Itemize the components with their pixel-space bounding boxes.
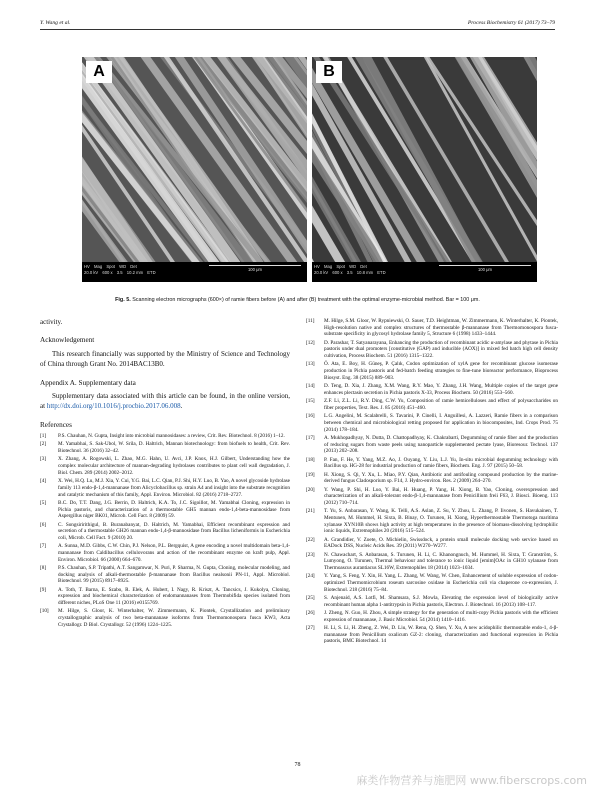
reference-item xyxy=(306,537,558,550)
appendix-paragraph xyxy=(40,391,290,411)
ack-paragraph: This research financially was supported by the Ministry of Science and Technology of China through Grant No. 2014BAC13B0. xyxy=(40,349,290,368)
reference-list-left xyxy=(40,433,290,628)
caption-label: Fig. 5. xyxy=(115,297,131,303)
reference-number: [6] xyxy=(40,521,47,528)
databar-field: Mag xyxy=(324,264,333,269)
reference-text[interactable]: Ö. Ata, E. Boy, H. Güneş, P. Çalık, Codon optimization of xylA gene for recombinant glucose isomerase production in Pichia pastoris and fed-batch feeding strategies to fine-tune bioreactor performance, Bioprocess Biosyst. Eng. 38 (2015) 889–903. xyxy=(324,361,558,381)
reference-text[interactable]: P.S. Chauhan, N. Gupta, Insight into microbial mannosidases: a review, Crit. Rev. Biotechnol. 8 (2016) 1–12. xyxy=(58,433,285,440)
reference-number: [11] xyxy=(306,318,315,324)
reference-item xyxy=(306,552,558,572)
reference-text[interactable]: H. Xiong, S. Qi, Y. Xu, L. Miao, P.Y. Qian, Antibiotic and antifouling compound production by the marine-derived fungus Cladosporium sp. F14, J. Hydro-environ. Res. 2 (2009) 264–270. xyxy=(324,471,558,485)
reference-item xyxy=(306,361,558,381)
databar-value: 10.8 mm xyxy=(356,270,374,275)
reference-text[interactable]: D. Parashar, T. Satyanarayana, Enhancing the production of recombinant acidic α-amylase and phytase in Pichia pastoris under dual promoters [constitutive (GAP) and inducible (AOX)] in mixed fed batch high cell density cultivation, Process Biochem. 51 (2016) 1315–1322. xyxy=(324,339,558,360)
databar-field: HV xyxy=(84,264,90,269)
databar-field: WD xyxy=(119,264,127,269)
reference-text[interactable]: A. Mukhopadhyay, N. Dutta, D. Chattopadhyay, K. Chakrabarti, Degumming of ramie fiber and the production of reducing sugars from waste peels using nanoparticle supplemented pectate lyase, Bioresour. Technol. 137 (2013) 202–208. xyxy=(324,434,558,455)
reference-item xyxy=(40,587,290,607)
reference-number: [18] xyxy=(306,456,315,463)
reference-item xyxy=(306,318,558,338)
reference-number: [17] xyxy=(306,434,315,441)
left-column xyxy=(40,318,290,630)
right-column xyxy=(306,318,558,647)
databar-value: 600 x xyxy=(102,270,113,275)
reference-item xyxy=(40,456,290,476)
reference-text[interactable]: M. Yamabhai, S. Sak-Ubol, W. Srila, D. Haltrich, Mannan biotechnology: from biofuels to health, Crit. Rev. Biotechnol. 36 (2016) 32–42. xyxy=(58,441,290,455)
reference-text[interactable]: M. Hilge, S. Gloor, K. Winterhalter, W. Zimmermann, K. Piontek, Crystallization and preliminary crystallographic analysis of two beta-mannanase isoforms from Thermomonospora fusca KW3, Acta Crystallogr. D Biol. Crystallogr. 52 (1996) 1224–1225. xyxy=(58,608,290,628)
appendix-heading: Appendix A. Supplementary data xyxy=(40,378,136,387)
reference-number: [23] xyxy=(306,551,315,558)
references-heading: References xyxy=(40,420,72,429)
reference-item xyxy=(40,608,290,628)
reference-number: [16] xyxy=(306,413,315,420)
ack-heading: Acknowledgement xyxy=(40,336,95,345)
scale-bar-a: 100 μm xyxy=(209,265,301,272)
databar-field: Spot xyxy=(106,264,115,269)
reference-item xyxy=(306,435,558,455)
reference-number: [1] xyxy=(40,433,47,440)
appendix-text-end: . xyxy=(180,401,183,410)
databar-value: 600 x xyxy=(332,270,343,275)
reference-text[interactable]: N. Chawachart, S. Anbarasan, S. Turunen, H. Li, C. Khanongnuch, M. Hummel, H. Sixta, T. Granström, S. Lumyong, O. Turunen, Thermal behaviour and tolerance to ionic liquid [emim]OAc in GH10 xylanase from Thermoascus aurantiacus SL16W, Extremophiles 18 (2014) 1023–1034. xyxy=(324,551,558,572)
figure-caption xyxy=(40,297,555,303)
watermark: 麻类作物营养与施肥网 www.fiberscrops.com xyxy=(356,774,587,787)
reference-number: [27] xyxy=(306,625,315,632)
databar-field: Det xyxy=(360,264,367,269)
reference-number: [26] xyxy=(306,610,315,617)
reference-text[interactable]: P. Fan, F. He, Y. Yang, M.Z. Ao, J. Ouyang, Y. Liu, L.J. Yu, In-situ microbial degumming technology with Bacillus sp. HG-28 for industrial production of ramie fibers, Biochem. Eng. J. 97 (2015) 50–58. xyxy=(324,456,558,470)
reference-text[interactable]: P.S. Chauhan, S.P. Tripathi, A.T. Sangamwar, N. Puri, P. Sharma, N. Gupta, Cloning, molecular modeling, and docking analysis of alkali-thermostable β-mannanase from Bacillus nealsonii PN-11, Appl. Microbiol. Biotechnol. 99 (2015) 8917–8925. xyxy=(58,565,290,585)
databar-value: 10.2 mm xyxy=(126,270,144,275)
sem-image-b xyxy=(312,57,537,262)
reference-text[interactable]: S. Anjenaid, A.S. Lotfi, M. Shamsara, S.J. Mowla, Elevating the expression level of biologically active recombinant human alpha 1-antitrypsin in Pichia pastoris, Electron. J. Biotechnol. 16 (2013) 108–117. xyxy=(324,595,558,608)
reference-text[interactable]: A. Toth, T. Barna, E. Szabo, R. Elek, A. Hubert, I. Nagy, R. Kriszt, A. Tancsics, J. Kukolya, Cloning, expression and biochemical characterization of endomannanases from Thermobifida species isolated from different niches, PLoS One 11 (2016) e0155769. xyxy=(58,586,290,607)
reference-text[interactable]: Y. Yang, S. Feng, Y. Xin, H. Yang, L. Zhang, W. Wang, W. Chen, Enhancement of soluble expression of codon-optimized Thermomicrobium roseum sarcosine oxidase in Escherichia coli via chaperone co-expression, J. Biotechnol. 218 (2016) 75–84. xyxy=(324,573,558,593)
reference-item xyxy=(306,340,558,360)
page-number: 78 xyxy=(294,762,301,768)
databar-field: Det xyxy=(130,264,137,269)
databar-value: 3.5 xyxy=(346,270,353,275)
databar-field: Spot xyxy=(336,264,345,269)
reference-item xyxy=(306,595,558,608)
databar-field: WD xyxy=(349,264,357,269)
reference-text[interactable]: L.G. Angelini, M. Scalabrelli, S. Tavarini, P. Cinelli, I. Anguillesi, A. Lazzeri, Ramie fibers in a comparison between chemical and microbiological retting proposed for application in biocomposites, Ind. Crops Prod. 75 (2014) 178–184. xyxy=(324,413,558,433)
databar-value: ETD xyxy=(147,270,156,275)
reference-item xyxy=(40,522,290,542)
reference-item xyxy=(306,472,558,485)
reference-number: [22] xyxy=(306,536,315,543)
reference-number: [2] xyxy=(40,441,47,448)
supplementary-doi-link[interactable]: http://dx.doi.org/10.1016/j.procbio.2017.06.008 xyxy=(46,401,181,410)
reference-text[interactable]: C. Songsiririthigul, B. Buranabanyat, D. Haltrich, M. Yamabhai, Efficient recombinant expression and secretion of a thermostable GH26 mannan endo-1,4-β-mannosidase from Bacillus licheniformis in Escherichia coli, Microb. Cell Fact. 9 (2010) 20. xyxy=(58,521,290,541)
reference-item xyxy=(306,625,558,645)
activity-tail: activity. xyxy=(40,318,63,326)
reference-item xyxy=(306,508,558,535)
reference-item xyxy=(40,441,290,454)
reference-item xyxy=(306,610,558,623)
databar-value: 3.5 xyxy=(116,270,123,275)
reference-number: [10] xyxy=(40,608,49,615)
figure-panel-b xyxy=(312,57,537,282)
reference-number: [19] xyxy=(306,471,315,478)
panel-label-a: A xyxy=(86,61,112,83)
reference-text[interactable]: X. Zhang, A. Rogowski, L. Zhao, M.G. Hahn, U. Avci, J.P. Knox, H.J. Gilbert, Understanding how the complex molecular architecture of mannan-degrading hydrolases contributes to plant cell wall degradation, J. Biol. Chem. 289 (2014) 2002–2012. xyxy=(58,456,290,476)
header-rule xyxy=(40,29,555,30)
reference-item xyxy=(306,398,558,411)
reference-number: [9] xyxy=(40,586,47,593)
figure-panel-a xyxy=(82,57,307,282)
reference-item xyxy=(306,413,558,433)
reference-text[interactable]: T. Yu, S. Anbarasan, Y. Wang, K. Telli, A.S. Aslan, Z. Su, Y. Zhou, L. Zhang, P. Iivonen, S. Havukainen, T. Mentunen, M. Hummel, H. Sixta, B. Binay, O. Turunen, H. Xiong, Hyperthermostable Thermotoga maritima xylanase XYN10B shows high activity at high temperatures in the presence of biomass-dissolving hydrophilic ionic liquids, Extremophiles 20 (2016) 515–524. xyxy=(324,508,558,535)
reference-number: [14] xyxy=(306,383,315,390)
reference-item xyxy=(40,500,290,520)
reference-text[interactable]: H. Li, S. Li, H. Zheng, Z. Wei, D. Liu, W. Rena, Q. Shen, Y. Xu, A new acidophilic thermostable endo-1, 4-β-mannanase from Penicillium oxalicum GZ-2: cloning, characterization and functional expression in Pichia pastoris, BMC Biotechnol. 14 xyxy=(324,625,558,645)
reference-item xyxy=(306,573,558,593)
reference-number: [25] xyxy=(306,595,315,602)
sem-image-a xyxy=(82,57,307,262)
reference-number: [21] xyxy=(306,508,315,515)
reference-list-right xyxy=(306,318,558,645)
databar-value: 20.0 kV xyxy=(314,270,329,275)
reference-text[interactable]: A. Grandidier, V. Zoete, O. Michielin, Swissdock, a protein small molecule docking web service based on EADock DSS, Nucleic Acids Res. 39 (2011) W270–W277. xyxy=(324,536,558,550)
databar-value: ETD xyxy=(377,270,386,275)
reference-number: [7] xyxy=(40,543,47,550)
reference-item xyxy=(40,478,290,498)
reference-number: [8] xyxy=(40,565,47,571)
reference-number: [5] xyxy=(40,499,47,506)
reference-number: [4] xyxy=(40,478,47,485)
reference-number: [13] xyxy=(306,361,315,368)
reference-text[interactable]: Y. Wang, P. Shi, H. Luo, Y. Bai, H. Huang, P. Yang, H. Xiong, B. Yao, Cloning, overexpression and characterization of an alkali-tolerant endo-β-1,4-mannanase from Penicillium freii F63, J. Biosci. Bioeng. 113 (2012) 710–714. xyxy=(324,486,558,506)
header-journal: Process Biochemistry 61 (2017) 73–79 xyxy=(467,20,555,26)
scale-bar-b: 100 μm xyxy=(439,265,531,272)
reference-item xyxy=(306,457,558,470)
sem-databar-b xyxy=(312,262,537,282)
reference-text[interactable]: Z.F. Li, Z.L. Li, R.Y. Ding, C.W. Yu, Composition of ramie hemicelluloses and effect of polysaccharides on fiber properties, Text. Res. J. 85 (2016) 451–460. xyxy=(324,398,558,411)
reference-number: [3] xyxy=(40,456,47,463)
reference-text[interactable]: B.C. Do, T.T. Dang, J.G. Berrin, D. Haltrich, K.A. To, J.C. Sigoillot, M. Yamabhai Cloning, expression in Pichia pastoris, and characterization of a thermostable GH5 mannan endo-1,4-beta-mannosidase from Aspergillus niger BK01, Microb. Cell Fact. 8 (2009) 59. xyxy=(58,499,290,520)
reference-text[interactable]: A. Sunna, M.D. Gibbs, C.W. Chin, P.J. Nelson, P.L. Bergquist, A gene encoding a novel multidomain beta-1,4-mannanase from Caldibacillus cellulovorans and action of the recombinant enzyme on kraft pulp, Appl. Environ. Microbiol. 66 (2000) 664–670. xyxy=(58,543,290,563)
reference-text[interactable]: J. Zheng, N. Guo, H. Zhou, A simple strategy for the generation of multi-copy Pichia pastoris with the efficient expression of mannanase, J. Basic Microbiol. 54 (2014) 1410–1416. xyxy=(324,610,558,623)
sem-databar-a xyxy=(82,262,307,282)
reference-item xyxy=(306,383,558,396)
databar-field: Mag xyxy=(94,264,103,269)
reference-text[interactable]: M. Hilge, S.M. Gloor, W. Rypniewski, O. Sauer, T.D. Heightman, W. Zimmermann, K. Winterhalter, K. Piontek, High-resolution native and complex structures of thermostable β-mannanase from Thermomonospora fusca-substrate specificity in glycosyl hydrolase family 5, Structure 6 (1998) 1433–1444. xyxy=(324,318,558,338)
reference-item xyxy=(306,487,558,507)
appendix-text: Supplementary data associated with this article can be found, in the online version, at xyxy=(40,391,290,410)
reference-item xyxy=(40,565,290,585)
databar-field: HV xyxy=(314,264,320,269)
reference-text[interactable]: X. Wei, H.Q. Lu, M.J. Xia, Y. Cui, Y.G. Bai, L.C. Qian, P.J. Shi, H.Y. Luo, B. Yao, A novel glycoside hydrolase family 113 endo-β-1,4-mannanase from Alicyclobacillus sp. strain A4 and insight into the substrate recognition and catalytic mechanism of this family, Appl. Environ. Microbiol. 82 (2016) 2718–2727. xyxy=(58,478,290,498)
reference-item xyxy=(40,543,290,563)
reference-number: [15] xyxy=(306,398,315,405)
reference-number: [20] xyxy=(306,486,315,493)
databar-value: 20.0 kV xyxy=(84,270,99,275)
reference-number: [24] xyxy=(306,573,315,580)
reference-item xyxy=(40,433,290,440)
panel-label-b: B xyxy=(316,61,342,83)
header-authors: Y. Wang et al. xyxy=(40,20,71,26)
caption-text: Scanning electron micrographs (600×) of ramie fibers before (A) and after (B) treatment with the optimal enzyme-microbial method. Bar = 100 μm. xyxy=(130,297,480,303)
reference-number: [12] xyxy=(306,339,315,346)
reference-text[interactable]: D. Teng, D. Xia, J. Zhang, X.M. Wang, R.Y. Mao, Y. Zhang, J.H. Wang, Multiple copies of the target gene enhances plectasin secretion in Pichia pastoris X-33, Process Biochem. 50 (2016) 553–560. xyxy=(324,383,558,396)
running-header xyxy=(40,20,555,30)
